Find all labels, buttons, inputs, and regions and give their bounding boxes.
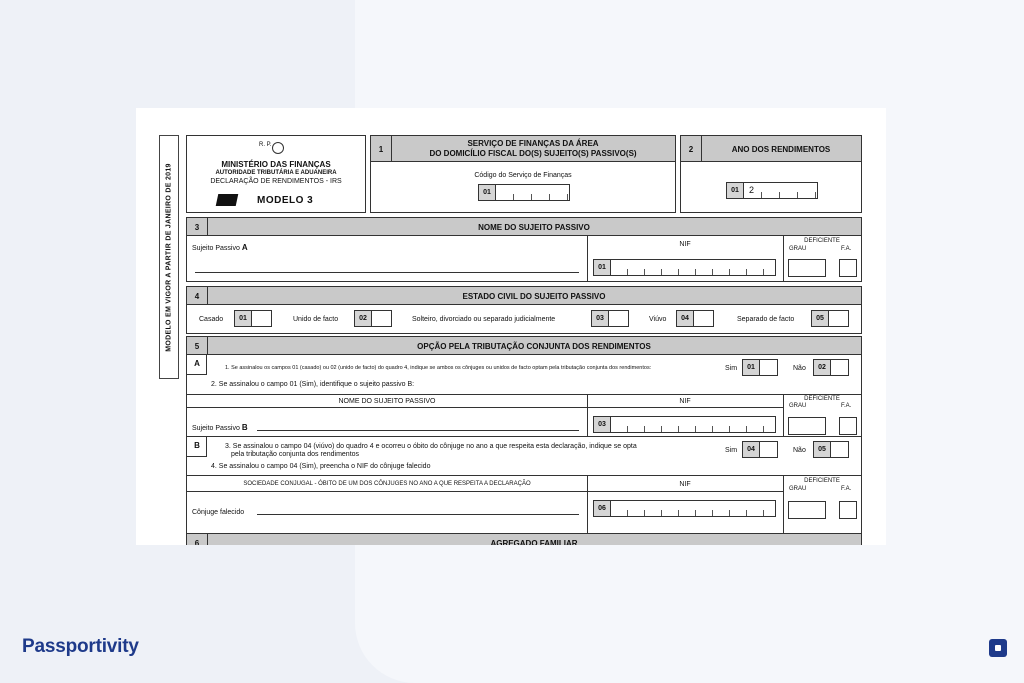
b-yes-label: Sim [725, 447, 738, 454]
taxpayer-a-name-field[interactable] [195, 272, 579, 273]
disability-header: DEFICIENTE [804, 238, 840, 244]
taxpayer-a-letter: A [241, 243, 248, 252]
single-checkbox[interactable]: 03 [591, 310, 629, 327]
section-3-number: 3 [194, 223, 200, 232]
a-yes-label: Sim [725, 365, 738, 372]
b-no-label: Não [793, 447, 806, 454]
widowed-joint-no-checkbox[interactable]: 05 [813, 441, 849, 458]
separated-label: Separado de facto [737, 316, 795, 323]
taxpayer-b-fa-field[interactable] [839, 417, 857, 435]
section-1-title-line1: SERVIÇO DE FINANÇAS DA ÁREA [467, 139, 599, 148]
emblem-icon [272, 142, 284, 154]
deceased-grau-header: GRAU [789, 486, 807, 492]
a-no-label: Não [793, 365, 806, 372]
rp-label: R. P. [259, 142, 272, 148]
married-checkbox[interactable]: 01 [234, 310, 272, 327]
section-5 [186, 336, 862, 536]
joint-taxation-yes-checkbox[interactable]: 01 [742, 359, 778, 376]
income-year-field[interactable]: 01 2 [726, 182, 818, 199]
separated-checkbox[interactable]: 05 [811, 310, 849, 327]
deceased-spouse-nif-field[interactable]: 06 [593, 500, 776, 517]
deceased-disability-header: DEFICIENTE [804, 478, 840, 484]
grau-header: GRAU [789, 246, 807, 252]
married-label: Casado [199, 316, 224, 323]
section-3 [186, 217, 862, 282]
joint-taxation-question: 1. Se assinalou os campos 01 (casado) ou 02 (unido de facto) do quadro 4, indique se ambos os cônjuges ou unidos de facto optam pela tributação conjunta dos rendimentos: [225, 365, 652, 371]
nif-header: NIF [679, 241, 691, 248]
deceased-spouse-label: Cônjuge falecido [192, 509, 245, 516]
deceased-fa-header: F.A. [841, 486, 852, 492]
widowed-joint-yes-checkbox[interactable]: 04 [742, 441, 778, 458]
taxpayer-b-name-header: NOME DO SUJEITO PASSIVO [338, 398, 436, 405]
tax-office-code-field[interactable]: 01 [478, 184, 570, 201]
deceased-spouse-name-field[interactable] [257, 514, 579, 515]
fa-header: F.A. [841, 246, 852, 252]
widowed-checkbox[interactable]: 04 [676, 310, 714, 327]
deceased-fa-field[interactable] [839, 501, 857, 519]
model-name: MODELO 3 [257, 195, 314, 206]
section-1-number: 1 [378, 145, 384, 154]
taxpayer-a-label: Sujeito Passivo [192, 245, 240, 252]
de-facto-union-checkbox[interactable]: 02 [354, 310, 392, 327]
conjugal-society-header: SOCIEDADE CONJUGAL - ÓBITO DE UM DOS CÔNJUGES NO ANO A QUE RESPEITA A DECLARAÇÃO [243, 481, 531, 487]
section-6-number: 6 [194, 539, 200, 545]
joint-taxation-no-checkbox[interactable]: 02 [813, 359, 849, 376]
section-4-number: 4 [194, 292, 200, 301]
declaration-type: DECLARAÇÃO DE RENDIMENTOS - IRS [210, 178, 342, 185]
section-6 [186, 533, 862, 545]
taxpayer-b-nif-header: NIF [679, 398, 691, 405]
section-3-title: NOME DO SUJEITO PASSIVO [478, 223, 590, 232]
authority-name: AUTORIDADE TRIBUTÁRIA E ADUANEIRA [215, 170, 337, 176]
taxpayer-b-disability-header: DEFICIENTE [804, 396, 840, 402]
section-1 [370, 135, 676, 213]
at-logo-icon [216, 194, 239, 206]
taxpayer-b-nif-field[interactable]: 03 [593, 416, 776, 433]
chat-widget-icon[interactable] [989, 639, 1007, 657]
widowed-label: Viúvo [649, 316, 667, 323]
taxpayer-b-grau-header: GRAU [789, 403, 807, 409]
deceased-spouse-nif-text: 4. Se assinalou o campo 04 (Sim), preencha o NIF do cônjuge falecido [211, 463, 431, 470]
section-4 [186, 286, 862, 334]
ministry-header [186, 135, 366, 213]
deceased-nif-header: NIF [679, 481, 691, 488]
taxpayer-b-fa-header: F.A. [841, 403, 852, 409]
taxpayer-b-grau-field[interactable] [788, 417, 826, 435]
section-5-title: OPÇÃO PELA TRIBUTAÇÃO CONJUNTA DOS RENDIMENTOS [417, 342, 651, 351]
side-validity-label: MODELO EM VIGOR A PARTIR DE JANEIRO DE 2019 [159, 135, 179, 379]
section-5-number: 5 [194, 342, 200, 351]
subsection-b-letter: B [194, 441, 200, 450]
widowed-question-line1: 3. Se assinalou o campo 04 (viúvo) do quadro 4 e ocorreu o óbito do cônjuge no ano a que respeita esta declaração, indique se opta [225, 443, 637, 450]
section-2 [680, 135, 862, 213]
section-2-title: ANO DOS RENDIMENTOS [731, 145, 831, 154]
single-label: Solteiro, divorciado ou separado judicialmente [412, 316, 556, 323]
taxpayer-a-fa-field[interactable] [839, 259, 857, 277]
section-1-title-line2: DO DOMICÍLIO FISCAL DO(S) SUJEITO(S) PASSIVO(S) [429, 149, 637, 158]
identify-taxpayer-b-text: 2. Se assinalou o campo 01 (Sim), identifique o sujeito passivo B: [211, 381, 415, 388]
ministry-name: MINISTÉRIO DAS FINANÇAS [221, 160, 331, 169]
section-4-title: ESTADO CIVIL DO SUJEITO PASSIVO [462, 292, 606, 301]
tax-form-image [136, 108, 886, 545]
deceased-grau-field[interactable] [788, 501, 826, 519]
de-facto-union-label: Unido de facto [293, 316, 339, 323]
taxpayer-a-nif-field[interactable]: 01 [593, 259, 776, 276]
section-6-title: AGREGADO FAMILIAR [490, 539, 578, 545]
widowed-question-line2: pela tributação conjunta dos rendimentos [231, 451, 360, 458]
taxpayer-b-name-field[interactable] [257, 430, 579, 431]
section-2-number: 2 [688, 145, 694, 154]
taxpayer-b-label: Sujeito Passivo [192, 425, 240, 432]
brand-logo[interactable]: Passportivity [22, 636, 139, 657]
taxpayer-a-grau-field[interactable] [788, 259, 826, 277]
tax-office-code-label: Código do Serviço de Finanças [474, 172, 572, 179]
subsection-a-letter: A [194, 359, 200, 368]
taxpayer-b-letter: B [241, 423, 248, 432]
